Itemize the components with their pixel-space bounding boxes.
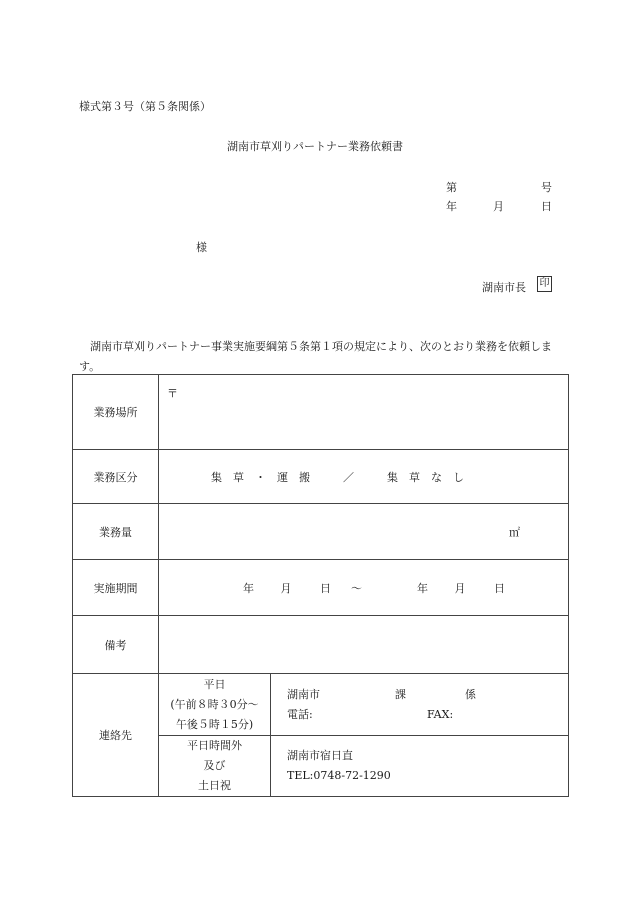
weekday-line2: (午前８時３0分～ [170,697,259,711]
amount-label: 業務量 [73,504,159,560]
weekday-hours [159,674,271,736]
period-end-month: 月 [454,581,466,595]
weekday-fax: FAX: [427,707,454,721]
weekday-line1: 平日 [203,677,226,691]
period-separator: ～ [351,581,362,595]
document-number-suffix: 号 [541,181,552,194]
postal-mark: 〒 [167,387,178,400]
category-label: 業務区分 [73,450,159,504]
offhours-line3: 土日祝 [198,779,231,792]
addressee-suffix: 様 [196,241,207,254]
period-start-month: 月 [280,581,292,595]
period-end-day: 日 [494,581,505,595]
contact-weekday-row [73,674,569,736]
date-month: 月 [493,200,504,213]
offhours-line2: 及び [203,759,226,772]
period-field[interactable] [159,560,569,616]
remarks-row [73,616,569,674]
document-title: 湖南市草刈りパートナー業務依頼書 [227,140,403,153]
offhours-name: 湖南市宿日直 [287,749,353,762]
period-row [73,560,569,616]
date-day: 日 [541,200,552,213]
issuer-name: 湖南市長 [482,281,526,294]
remarks-field[interactable] [159,616,569,674]
period-end-year: 年 [417,581,428,595]
weekday-phone: 電話: [287,707,313,721]
weekday-staff: 係 [465,687,476,701]
category-row [73,450,569,504]
category-options[interactable]: 集 草 ・ 運 搬 ／ 集 草 な し [159,450,569,504]
amount-field[interactable] [159,504,569,560]
seal-stamp: 印 [537,276,552,292]
weekday-section: 課 [395,687,406,701]
intro-paragraph: 湖南市草刈りパートナー事業実施要綱第５条第１項の規定により、次のとおり業務を依頼します。 [79,340,552,373]
location-label: 業務場所 [73,375,159,450]
weekday-line3: 午後５時１5分) [175,717,254,731]
weekday-contact [271,674,569,736]
period-start-year: 年 [243,581,254,595]
offhours-contact [271,736,569,797]
amount-row [73,504,569,560]
location-field[interactable] [159,375,569,450]
period-start-day: 日 [320,581,331,595]
request-form-table [72,374,569,797]
offhours-label [159,736,271,797]
contact-label: 連絡先 [73,674,159,797]
date-year: 年 [446,200,457,213]
amount-unit: ㎡ [509,525,520,539]
weekday-city: 湖南市 [287,687,320,701]
document-number-label: 第 [446,181,457,194]
period-label: 実施期間 [73,560,159,616]
location-row [73,375,569,450]
offhours-line1: 平日時間外 [187,739,242,752]
remarks-label: 備考 [73,616,159,674]
form-number: 様式第３号（第５条関係） [79,100,211,113]
offhours-tel: TEL:0748-72-1290 [287,769,391,782]
